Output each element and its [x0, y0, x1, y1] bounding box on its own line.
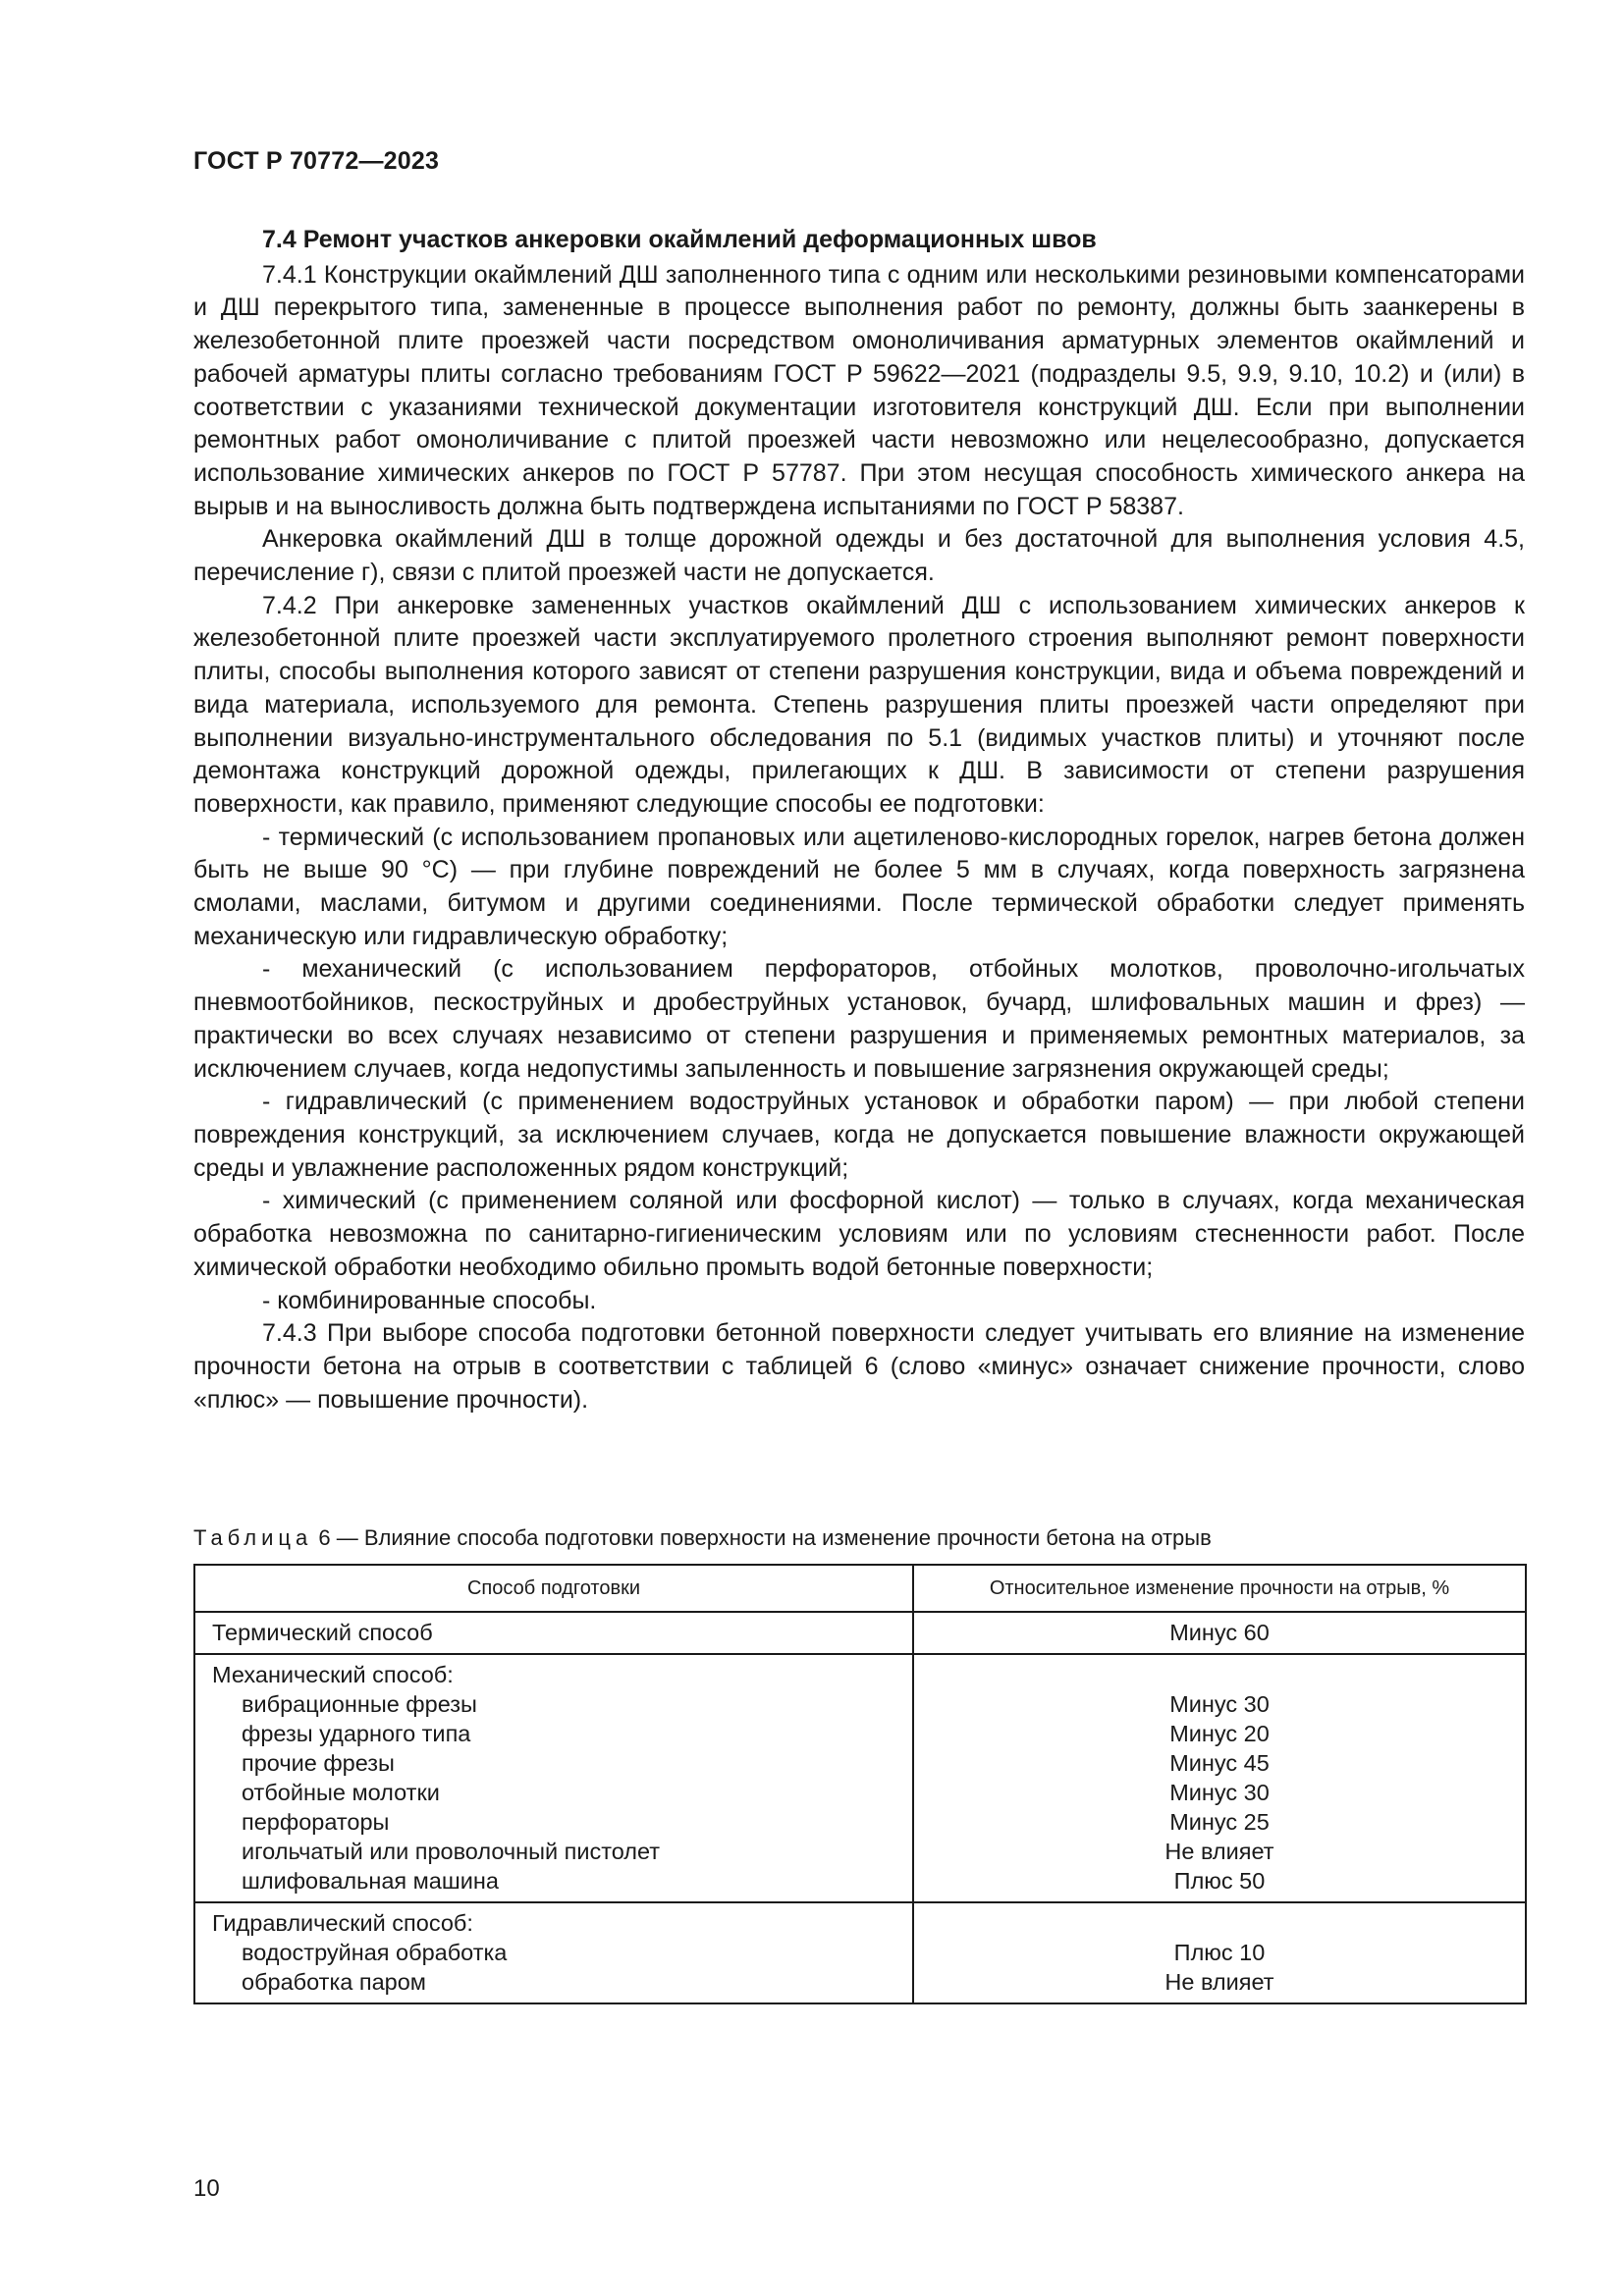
- method-name: Термический способ: [194, 1612, 913, 1654]
- method-value: Плюс 10: [1173, 1940, 1266, 1965]
- list-item: - химический (с применением соляной или фосфорной кислот) — только в случаях, когда механическая обработка невозможна по санитарно-гигиеническим условиям или по условиям стесненности работ. После химической обработки необходимо обильно промыть водой бетонные поверхности;: [193, 1187, 1525, 1281]
- section-title: 7.4 Ремонт участков анкеровки окаймлений деформационных швов: [262, 226, 1097, 253]
- method-value: Минус 20: [1169, 1721, 1270, 1746]
- method-item: шлифовальная машина: [242, 1868, 499, 1894]
- column-header: Относительное изменение прочности на отрыв, %: [913, 1565, 1526, 1612]
- method-group-name: Механический способ:: [212, 1662, 454, 1687]
- paragraph: 7.4.2 При анкеровке замененных участков окаймлений ДШ с использованием химических анкеров к железобетонной плите проезжей части эксплуатируемого пролетного строения выполняют ремонт поверхности плиты, способы выполнения которого зависят от степени разрушения конструкции, вида и объема повреждений и вида материала, используемого для ремонта. Степень разрушения плиты проезжей части определяют при выполнении визуально-инструментального обследования по 5.1 (видимых участков плиты) и уточняют после демонтажа конструкций дорожной одежды, прилегающих к ДШ. В зависимости от степени разрушения поверхности, как правило, применяют следующие способы ее подготовки:: [193, 591, 1525, 818]
- method-group-cell: [194, 1902, 913, 2003]
- method-group-values: [913, 1902, 1526, 2003]
- method-value: Не влияет: [1164, 1969, 1274, 1995]
- list-item: - термический (с использованием пропановых или ацетиленово-кислородных горелок, нагрев бетона должен быть не выше 90 °С) — при глубине повреждений не более 5 мм в случаях, когда поверхность загрязнена смолами, маслами, битумом и другими соединениями. После термической обработки следует применять механическую или гидравлическую обработку;: [193, 823, 1525, 950]
- method-value: Не влияет: [1164, 1839, 1274, 1864]
- list-item: - гидравлический (с применением водоструйных установок и обработки паром) — при любой степени повреждения конструкций, за исключением случаев, когда не допускается повышение влажности окружающей среды и увлажнение расположенных рядом конструкций;: [193, 1088, 1525, 1182]
- method-item: отбойные молотки: [242, 1780, 440, 1805]
- list-item: - комбинированные способы.: [262, 1286, 597, 1314]
- method-group-values: [913, 1654, 1526, 1902]
- paragraph: 7.4.3 При выборе способа подготовки бетонной поверхности следует учитывать его влияние на изменение прочности бетона на отрыв в соответствии с таблицей 6 (слово «минус» означает снижение прочности, слово «плюс» — повышение прочности).: [193, 1319, 1525, 1414]
- table-caption-text: 6 — Влияние способа подготовки поверхности на изменение прочности бетона на отрыв: [312, 1525, 1212, 1550]
- table-6: [193, 1564, 1527, 2004]
- method-value: Минус 30: [1169, 1691, 1270, 1717]
- table-caption-label: Таблица: [193, 1525, 313, 1550]
- method-item: обработка паром: [242, 1969, 426, 1995]
- paragraph: 7.4.1 Конструкции окаймлений ДШ заполненного типа с одним или несколькими резиновыми компенсаторами и ДШ перекрытого типа, замененные в процессе выполнения работ по ремонту, должны быть заанкерены в железобетонной плите проезжей части посредством омоноличивания арматурных элементов окаймлений и рабочей арматуры плиты согласно требованиям ГОСТ Р 59622—2021 (подразделы 9.5, 9.9, 9.10, 10.2) и (или) в соответствии с указаниями технической документации изготовителя конструкций ДШ. Если при выполнении ремонтных работ омоноличивание с плитой проезжей части невозможно или нецелесообразно, допускается использование химических анкеров по ГОСТ Р 57787. При этом несущая способность химического анкера на вырыв и на выносливость должна быть подтверждена испытаниями по ГОСТ Р 58387.: [193, 260, 1525, 520]
- table-header-row: [194, 1565, 1526, 1612]
- table-row-thermal: [194, 1612, 1526, 1654]
- method-item: фрезы ударного типа: [242, 1721, 471, 1746]
- method-group-name: Гидравлический способ:: [212, 1910, 473, 1936]
- method-value: Минус 30: [1169, 1780, 1270, 1805]
- method-item: игольчатый или проволочный пистолет: [242, 1839, 661, 1864]
- page-number: 10: [193, 2175, 220, 2202]
- method-value: Плюс 50: [1173, 1868, 1266, 1894]
- table-caption: [193, 1525, 1212, 1551]
- method-item: перфораторы: [242, 1809, 390, 1835]
- method-item: прочие фрезы: [242, 1750, 395, 1776]
- table-row-mechanical: [194, 1654, 1526, 1902]
- list-item: - механический (с использованием перфораторов, отбойных молотков, проволочно-игольчатых пневмоотбойников, пескоструйных и дробеструйных установок, бучард, шлифовальных машин и фрез) — практически во всех случаях независимо от степени разрушения и применяемых ремонтных материалов, за исключением случаев, когда недопустимы запыленность и повышение загрязнения окружающей среды;: [193, 955, 1525, 1083]
- method-item: вибрационные фрезы: [242, 1691, 477, 1717]
- method-value: Минус 60: [913, 1612, 1526, 1654]
- method-item: водоструйная обработка: [242, 1940, 508, 1965]
- document-header: ГОСТ Р 70772—2023: [193, 147, 440, 175]
- method-value: Минус 45: [1169, 1750, 1270, 1776]
- section-content: [193, 224, 1525, 1416]
- method-group-cell: [194, 1654, 913, 1902]
- table-row-hydraulic: [194, 1902, 1526, 2003]
- method-value: Минус 25: [1169, 1809, 1270, 1835]
- column-header: Способ подготовки: [194, 1565, 913, 1612]
- paragraph: Анкеровка окаймлений ДШ в толще дорожной одежды и без достаточной для выполнения условия 4.5, перечисление г), связи с плитой проезжей части не допускается.: [193, 525, 1525, 587]
